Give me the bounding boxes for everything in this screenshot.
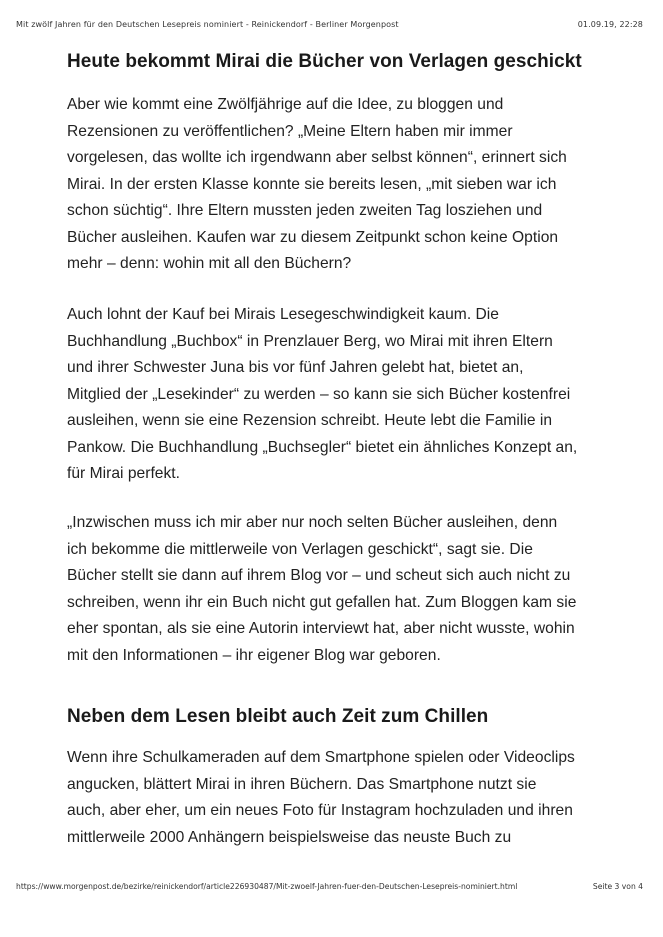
article-paragraph xyxy=(67,510,627,669)
section-heading: Heute bekommt Mirai die Bücher von Verlagen geschickt xyxy=(67,51,582,72)
article-paragraph xyxy=(67,92,627,278)
paragraph-line: mehr – denn: wohin mit all den Büchern? xyxy=(67,255,352,272)
page-number: Seite 3 von 4 xyxy=(592,881,643,891)
paragraph-line: Rezensionen zu veröffentlichen? „Meine Eltern haben mir immer xyxy=(67,122,513,140)
paragraph-line: ausleihen, wenn sie eine Rezension schreibt. Heute lebt die Familie in xyxy=(67,412,553,429)
paragraph-line: schon süchtig“. Ihre Eltern mussten jeden zweiten Tag losziehen und xyxy=(67,202,543,219)
paragraph-line: Mirai. In der ersten Klasse konnte sie bereits lesen, „mit sieben war ich xyxy=(67,175,557,193)
paragraph-line: ich bekomme die mittlerweile von Verlagen geschickt“, sagt sie. Die xyxy=(67,540,533,558)
paragraph-line: mittlerweile 2000 Anhängern beispielsweise das neuste Buch zu xyxy=(67,828,512,846)
article-paragraph xyxy=(67,302,627,488)
paragraph-line: „Inzwischen muss ich mir aber nur noch selten Bücher ausleihen, denn xyxy=(67,514,558,531)
print-header-title: Mit zwölf Jahren für den Deutschen Lesepreis nominiert - Reinickendorf - Berliner Morgenpost xyxy=(16,19,399,29)
paragraph-line: Buchhandlung „Buchbox“ in Prenzlauer Berg, wo Mirai mit ihren Eltern xyxy=(67,332,553,350)
paragraph-line: eher spontan, als sie eine Autorin interviewt hat, aber nicht wusste, wohin xyxy=(67,620,575,637)
paragraph-line: und ihrer Schwester Juna bis vor fünf Jahren gelebt hat, bietet an, xyxy=(67,359,524,376)
print-footer xyxy=(16,880,643,892)
page-url: https://www.morgenpost.de/bezirke/reinickendorf/article226930487/Mit-zwoelf-Jahren-fuer-den-Deutschen-Lesepreis-nominiert.html xyxy=(16,881,518,891)
paragraph-line: Mitglied der „Lesekinder“ zu werden – so kann sie sich Bücher kostenfrei xyxy=(67,385,571,403)
paragraph-line: Wenn ihre Schulkameraden auf dem Smartphone spielen oder Videoclips xyxy=(67,749,575,766)
section-heading: Neben dem Lesen bleibt auch Zeit zum Chillen xyxy=(67,706,489,727)
paragraph-line: mit den Informationen – ihr eigener Blog war geboren. xyxy=(67,646,441,664)
paragraph-line: Bücher ausleihen. Kaufen war zu diesem Zeitpunkt schon keine Option xyxy=(67,228,559,246)
paragraph-line: schreiben, wenn ihr ein Buch nicht gut gefallen hat. Zum Bloggen kam sie xyxy=(67,593,577,611)
paragraph-line: auch, aber eher, um ein neues Foto für Instagram hochzuladen und ihren xyxy=(67,802,573,819)
print-header-datetime: 01.09.19, 22:28 xyxy=(577,19,643,29)
paragraph-line: für Mirai perfekt. xyxy=(67,465,181,482)
paragraph-line: Auch lohnt der Kauf bei Mirais Lesegeschwindigkeit kaum. Die xyxy=(67,306,499,323)
paragraph-line: Pankow. Die Buchhandlung „Buchsegler“ bietet ein ähnliches Konzept an, xyxy=(67,438,578,456)
paragraph-line: Aber wie kommt eine Zwölfjährige auf die Idee, zu bloggen und xyxy=(67,96,504,113)
paragraph-line: angucken, blättert Mirai in ihren Büchern. Das Smartphone nutzt sie xyxy=(67,775,537,793)
article-paragraph xyxy=(67,745,627,851)
paragraph-line: Bücher stellt sie dann auf ihrem Blog vor – und scheut sich auch nicht zu xyxy=(67,567,571,584)
print-header xyxy=(16,18,643,30)
paragraph-line: vorgelesen, das wollte ich irgendwann aber selbst können“, erinnert sich xyxy=(67,149,567,166)
